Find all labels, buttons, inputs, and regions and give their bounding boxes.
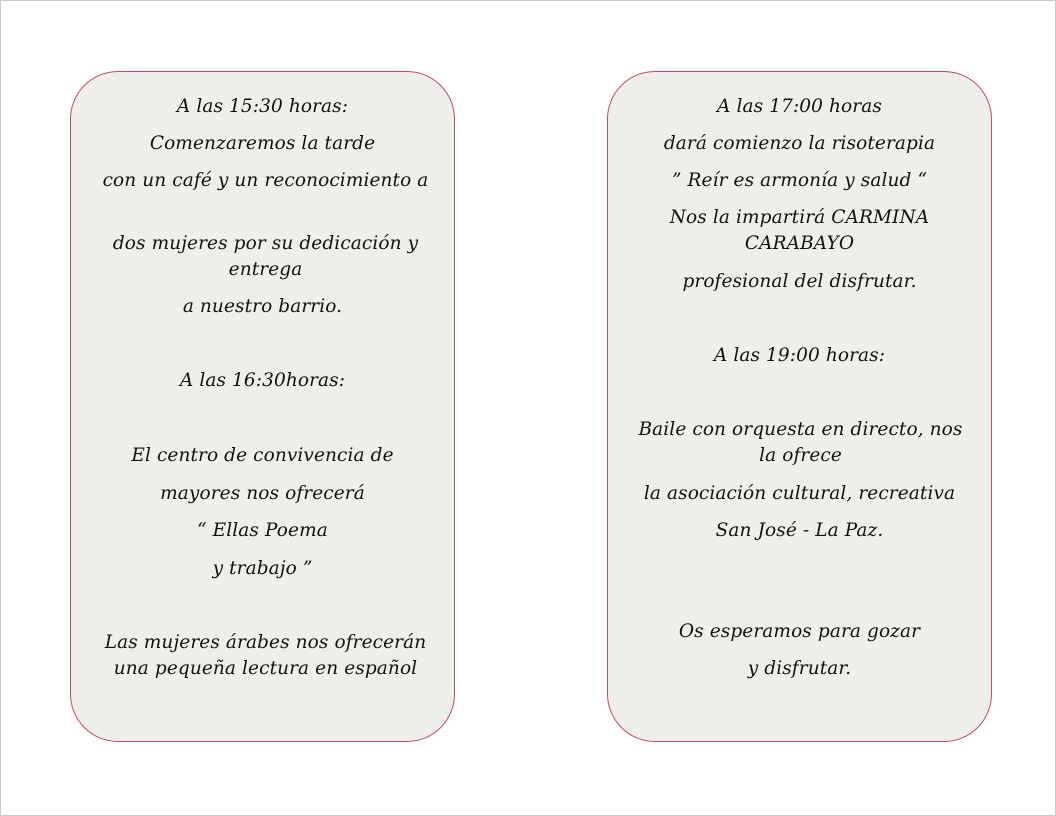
left-card-line-2: Comenzaremos la tarde [149,133,376,154]
right-card-line-1: A las 17:00 horas [717,96,882,117]
right-card-line-7: Baile con orquesta en directo, nos la ofrece [638,419,963,466]
right-card-line-6: A las 19:00 horas: [713,345,886,366]
right-card-line-3: ” Reír es armonía y salud “ [671,170,928,191]
left-card-line-10: y trabajo ” [212,558,313,579]
left-card-line-3: con un café y un reconocimiento a [102,170,429,191]
left-card-line-6: A las 16:30horas: [179,370,346,391]
left-card-line-11: Las mujeres árabes nos ofrecerán una pequeña lectura en español [104,632,427,679]
left-card-line-5: a nuestro barrio. [182,296,343,317]
right-card-line-2: dará comienzo la risoterapia [663,133,936,154]
left-card-line-1: A las 15:30 horas: [176,96,349,117]
right-card-line-4: Nos la impartirá CARMINA CARABAYO [669,207,930,254]
left-card-line-9: “ Ellas Poema [197,520,328,541]
left-card [70,71,455,742]
left-card-line-4: dos mujeres por su dedicación y entrega [112,233,419,280]
right-card-line-10: Os esperamos para gozar [678,621,921,642]
right-card-line-9: San José - La Paz. [715,520,884,541]
right-card-line-11: y disfrutar. [747,658,852,679]
right-card [607,71,992,742]
right-card-line-5: profesional del disfrutar. [682,271,917,292]
left-card-line-7: El centro de convivencia de [131,445,394,466]
right-card-line-8: la asociación cultural, recreativa [643,483,956,504]
left-card-line-8: mayores nos ofrecerá [160,483,365,504]
